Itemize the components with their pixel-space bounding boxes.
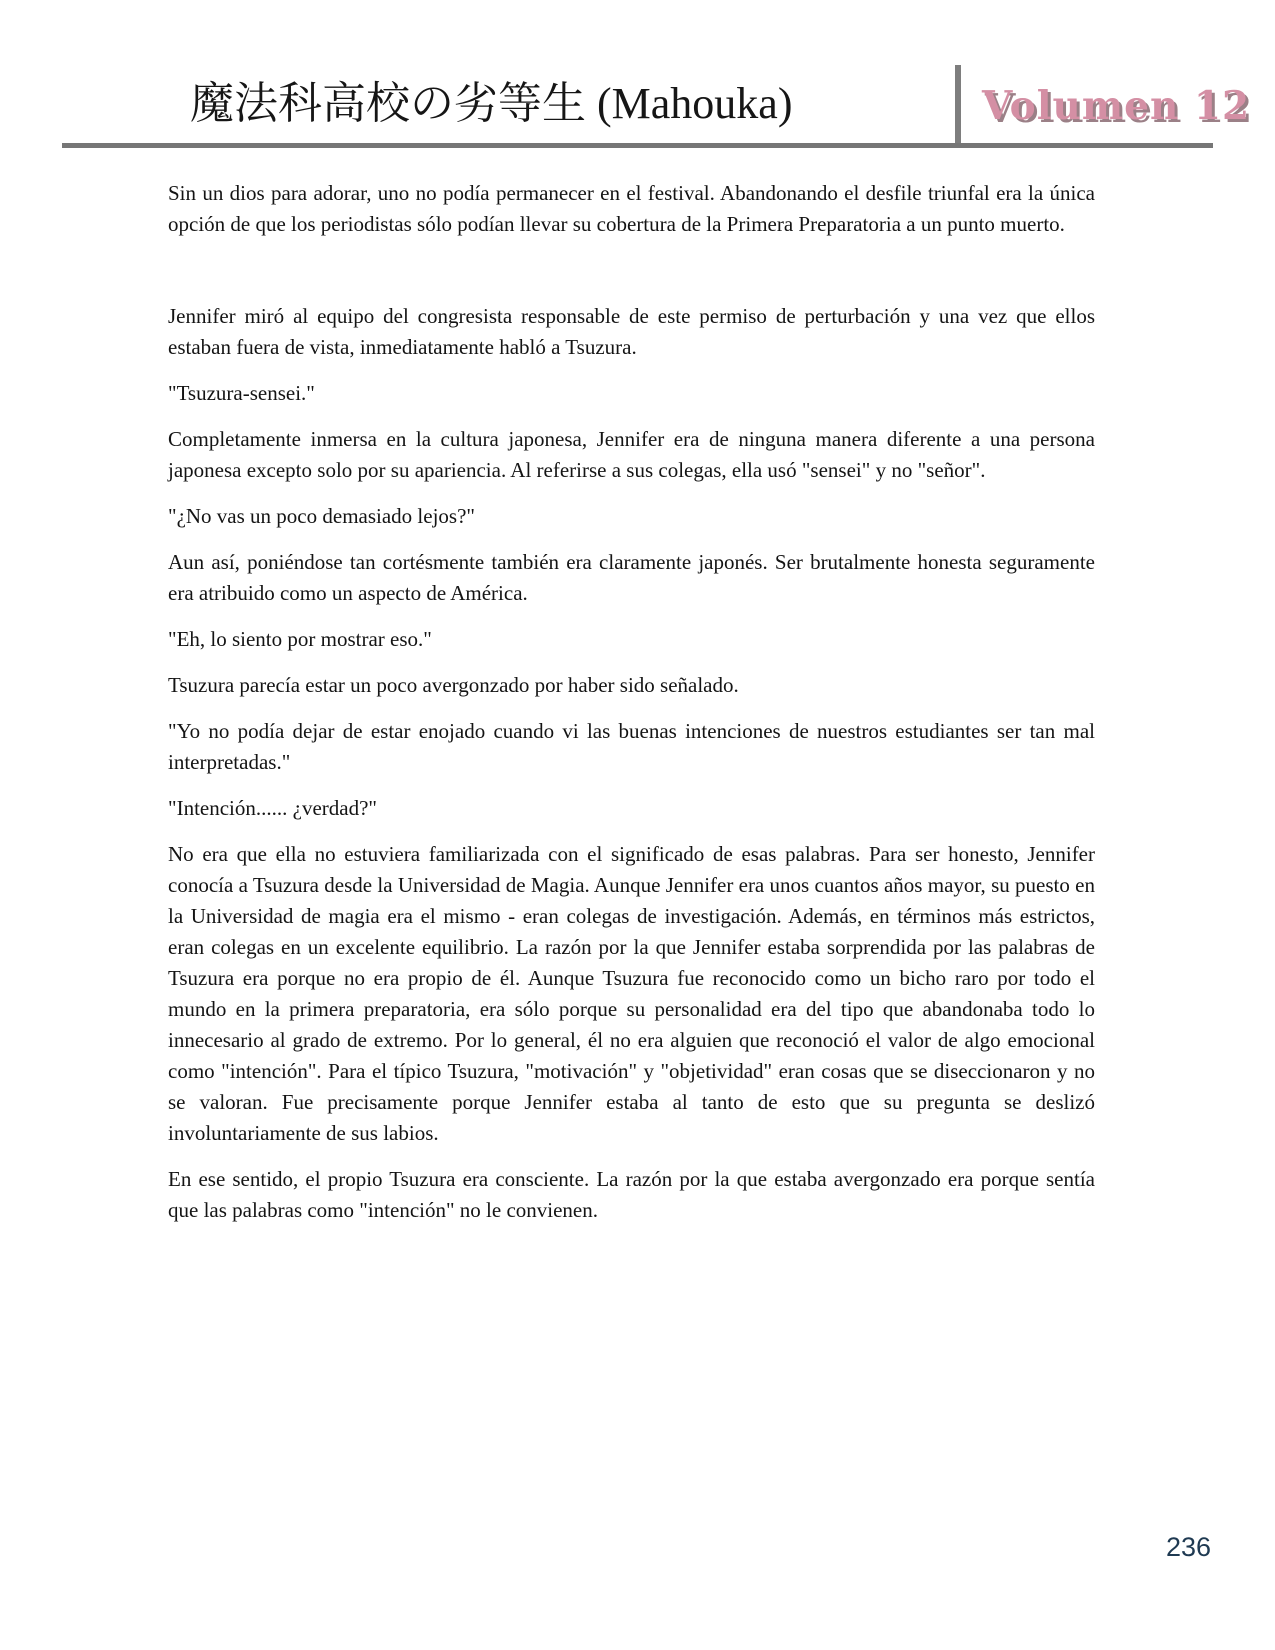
paragraph: "Eh, lo siento por mostrar eso." [168, 627, 432, 651]
paragraph: "Tsuzura-sensei." [168, 381, 315, 405]
header-divider-bar [955, 65, 961, 143]
paragraph: En ese sentido, el propio Tsuzura era consciente. La razón por la que estaba avergonzado era porque sentía que las palabras como "intención" no le convienen. [168, 1167, 1095, 1222]
blank-line [168, 255, 1095, 286]
paragraph: Sin un dios para adorar, uno no podía permanecer en el festival. Abandonando el desfile triunfal era la única opción de que los periodistas sólo podían llevar su cobertura de la Primera Preparatoria a un punto muerto. [168, 181, 1095, 236]
paragraph: "Yo no podía dejar de estar enojado cuando vi las buenas intenciones de nuestros estudiantes ser tan mal interpretadas." [168, 719, 1095, 774]
paragraph: Aun así, poniéndose tan cortésmente también era claramente japonés. Ser brutalmente honesta seguramente era atribuido como un aspecto de América. [168, 550, 1095, 605]
paragraph: No era que ella no estuviera familiarizada con el significado de esas palabras. Para ser honesto, Jennifer conocía a Tsuzura desde la Universidad de Magia. Aunque Jennifer era unos cuantos años mayor, su puesto en la Universidad de magia era el mismo - eran colegas de investigación. Además, en términos más estrictos, eran colegas en un excelente equilibrio. La razón por la que Jennifer estaba sorprendida por las palabras de Tsuzura era porque no era propio de él. Aunque Tsuzura fue reconocido como un bicho raro por todo el mundo en la primera preparatoria, era sólo porque su personalidad era del tipo que abandonaba todo lo innecesario al grado de extremo. Por lo general, él no era alguien que reconoció el valor de algo emocional como "intención". Para el típico Tsuzura, "motivación" y "objetividad" eran cosas que se diseccionaron y no se valoran. Fue precisamente porque Jennifer estaba al tanto de esto que su pregunta se deslizó involuntariamente de sus labios. [168, 842, 1095, 1145]
page-header [62, 0, 1251, 148]
book-title: 魔法科高校の劣等生 (Mahouka) [190, 79, 793, 128]
volume-label: Volumen 12 [982, 83, 1251, 129]
page-body [168, 178, 1095, 1226]
paragraph: "¿No vas un poco demasiado lejos?" [168, 504, 475, 528]
paragraph: Jennifer miró al equipo del congresista responsable de este permiso de perturbación y una vez que ellos estaban fuera de vista, inmediatamente habló a Tsuzura. [168, 304, 1095, 359]
page-number: 236 [1165, 1532, 1211, 1562]
paragraph: Completamente inmersa en la cultura japonesa, Jennifer era de ninguna manera diferente a una persona japonesa excepto solo por su apariencia. Al referirse a sus colegas, ella usó "sensei" y no "señor". [168, 427, 1095, 482]
paragraph: Tsuzura parecía estar un poco avergonzado por haber sido señalado. [168, 673, 739, 697]
paragraph: "Intención...... ¿verdad?" [168, 796, 377, 820]
